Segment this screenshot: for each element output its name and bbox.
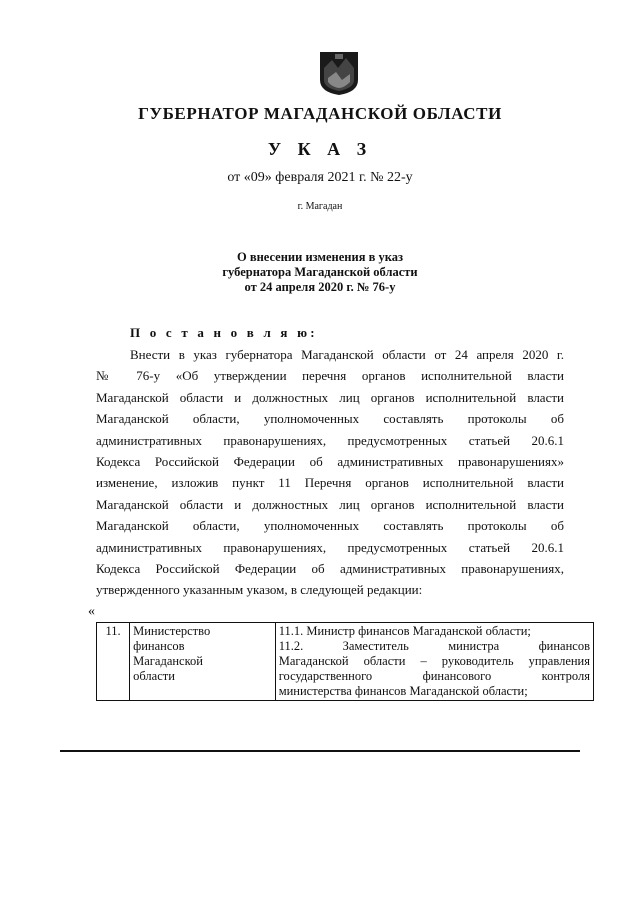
resolution-heading: П о с т а н о в л я ю: [130,325,318,340]
decree-title [0,250,640,295]
officials-cell [275,623,593,701]
opening-quote: « [88,604,95,619]
authority-line: финансов [133,639,185,653]
decree-date-number: от «09» февраля 2021 г. № 22-у [227,170,413,185]
authority-line: Министерство [133,624,211,638]
body-line: Кодекса Российской Федерации об административных правонарушениях, [96,561,564,577]
body-line: Магаданской области и должностных лиц органов исполнительной власти [96,389,564,405]
decree-body [96,344,564,601]
body-line: утвержденного указанным указом, в следующей редакции: [96,582,423,598]
body-line: № 76-у «Об утверждении перечня органов исполнительной власти [96,368,564,384]
table-row [97,623,594,701]
amendment-table [96,622,594,701]
body-line: административных правонарушениях, предусмотренных статьей 20.6.1 [96,432,564,448]
official-line: министерства финансов Магаданской области; [278,684,528,698]
body-line: Кодекса Российской Федерации об административных правонарушениях» [96,454,564,470]
page-divider [60,750,580,752]
document-type: У К А З [267,139,373,159]
body-line: Внести в указ губернатора Магаданской области от 24 апреля 2020 г. [130,347,564,362]
item-number: 11. [97,623,130,701]
body-line: административных правонарушениях, предусмотренных статьей 20.6.1 [96,539,564,555]
body-line: Магаданской области и должностных лиц органов исполнительной власти [96,496,564,512]
issuer-title: ГУБЕРНАТОР МАГАДАНСКОЙ ОБЛАСТИ [138,104,502,123]
body-line: Магаданской области, уполномоченных составлять протоколы об [96,518,564,534]
decree-title-line: от 24 апреля 2020 г. № 76-у [244,280,396,294]
body-line: Магаданской области, уполномоченных составлять протоколы об [96,411,564,427]
official-line: 11.1. Министр финансов Магаданской области; [278,624,531,638]
issue-city: г. Магадан [297,201,343,212]
official-line: государственного финансового контроля [278,669,590,683]
authority-cell [130,623,276,701]
official-line: Магаданской области – руководитель управления [278,654,590,668]
official-line: 11.2. Заместитель министра финансов [278,639,590,653]
decree-title-line: губернатора Магаданской области [222,265,418,279]
authority-line: области [133,669,175,683]
body-line: изменение, изложив пункт 11 Перечня органов исполнительной власти [96,475,564,491]
coat-of-arms-icon [318,50,360,96]
decree-title-line: О внесении изменения в указ [236,250,404,264]
authority-line: Магаданской [133,654,203,668]
